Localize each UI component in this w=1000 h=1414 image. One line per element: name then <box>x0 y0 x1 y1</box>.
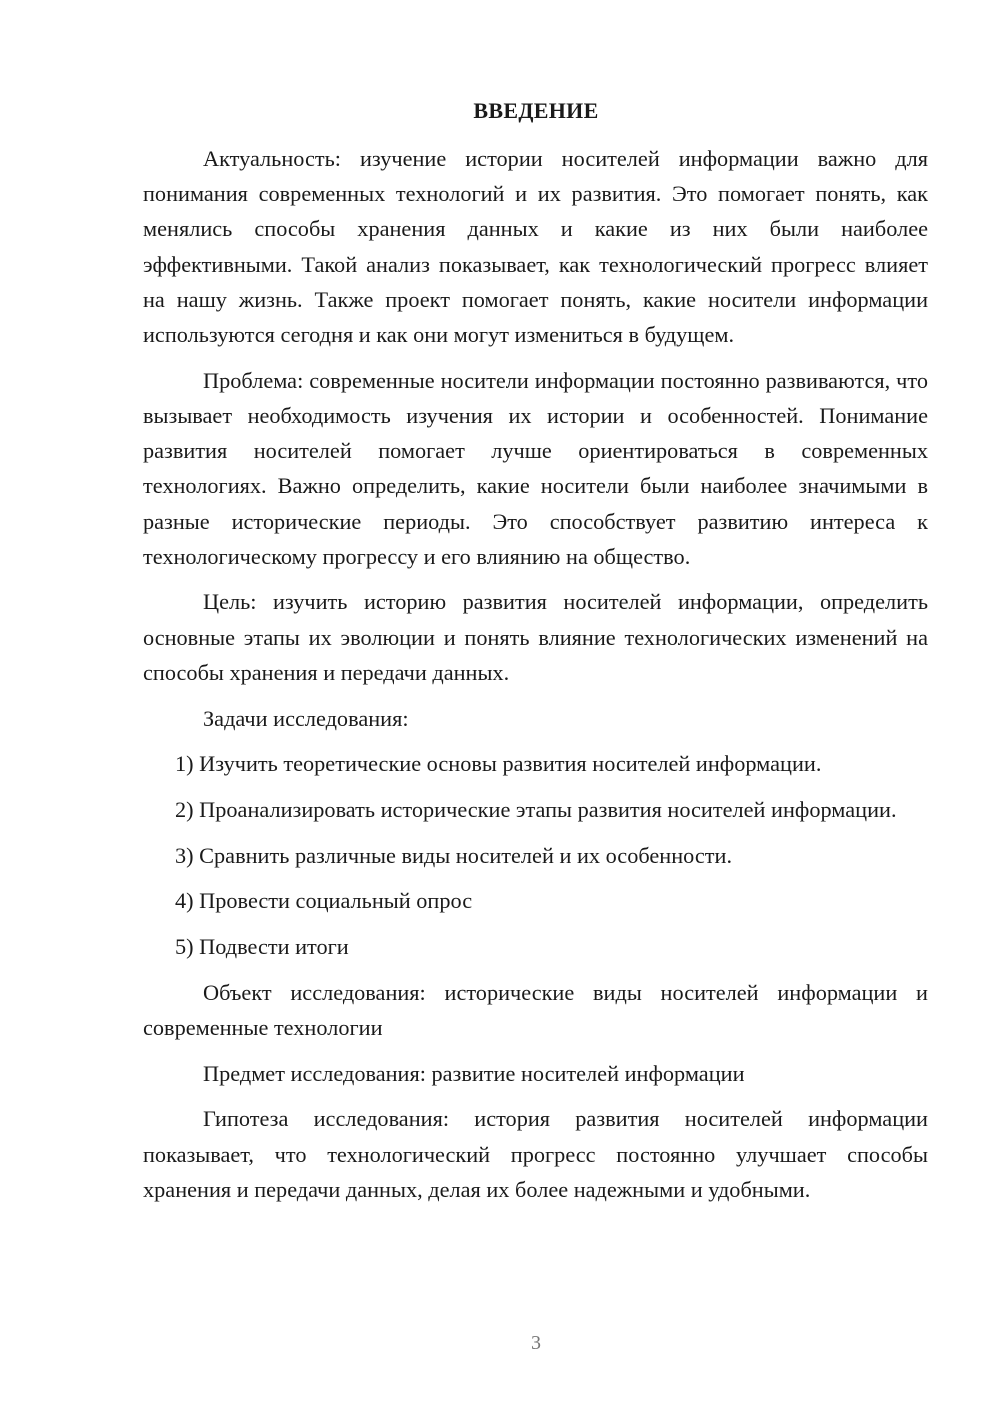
page-number: 3 <box>531 1332 541 1354</box>
task-item: 4) Провести социальный опрос <box>175 888 473 914</box>
paragraph-relevance: Актуальность: изучение истории носителей информации важно для понимания современных технологий и их развития. Это помогает понять, как менялись способы хранения данных и какие из них были наиболее эффективными. Такой анализ показывает, как технологический прогресс влияет на нашу жизнь. Также проект помогает понять, какие носители информации используются сегодня и как они могут измениться в будущем. <box>143 146 928 348</box>
body-text <box>143 141 928 1217</box>
task-item: 5) Подвести итоги <box>175 934 349 960</box>
task-item: 3) Сравнить различные виды носителей и их особенности. <box>175 842 733 868</box>
paragraph-subject: Предмет исследования: развитие носителей информации <box>203 1060 745 1086</box>
paragraph-tasks-heading: Задачи исследования: <box>203 705 409 731</box>
task-item: 2) Проанализировать исторические этапы развития носителей информации. <box>175 796 897 822</box>
page-title: ВВЕДЕНИЕ <box>473 98 599 123</box>
paragraph-goal: Цель: изучить историю развития носителей информации, определить основные этапы их эволюции и понять влияние технологических изменений на способы хранения и передачи данных. <box>143 589 928 685</box>
paragraph-object: Объект исследования: исторические виды носителей информации и современные технологии <box>143 979 928 1040</box>
paragraph-hypothesis: Гипотеза исследования: история развития носителей информации показывает, что технологический прогресс постоянно улучшает способы хранения и передачи данных, делая их более надежными и удобными. <box>143 1106 928 1202</box>
task-item: 1) Изучить теоретические основы развития носителей информации. <box>175 751 822 777</box>
paragraph-problem: Проблема: современные носители информации постоянно развиваются, что вызывает необходимость изучения их истории и особенностей. Понимание развития носителей помогает лучше ориентироваться в современных технологиях. Важно определить, какие носители были наиболее значимыми в разные исторические периоды. Это способствует развитию интереса к технологическому прогрессу и его влиянию на общество. <box>143 367 928 569</box>
